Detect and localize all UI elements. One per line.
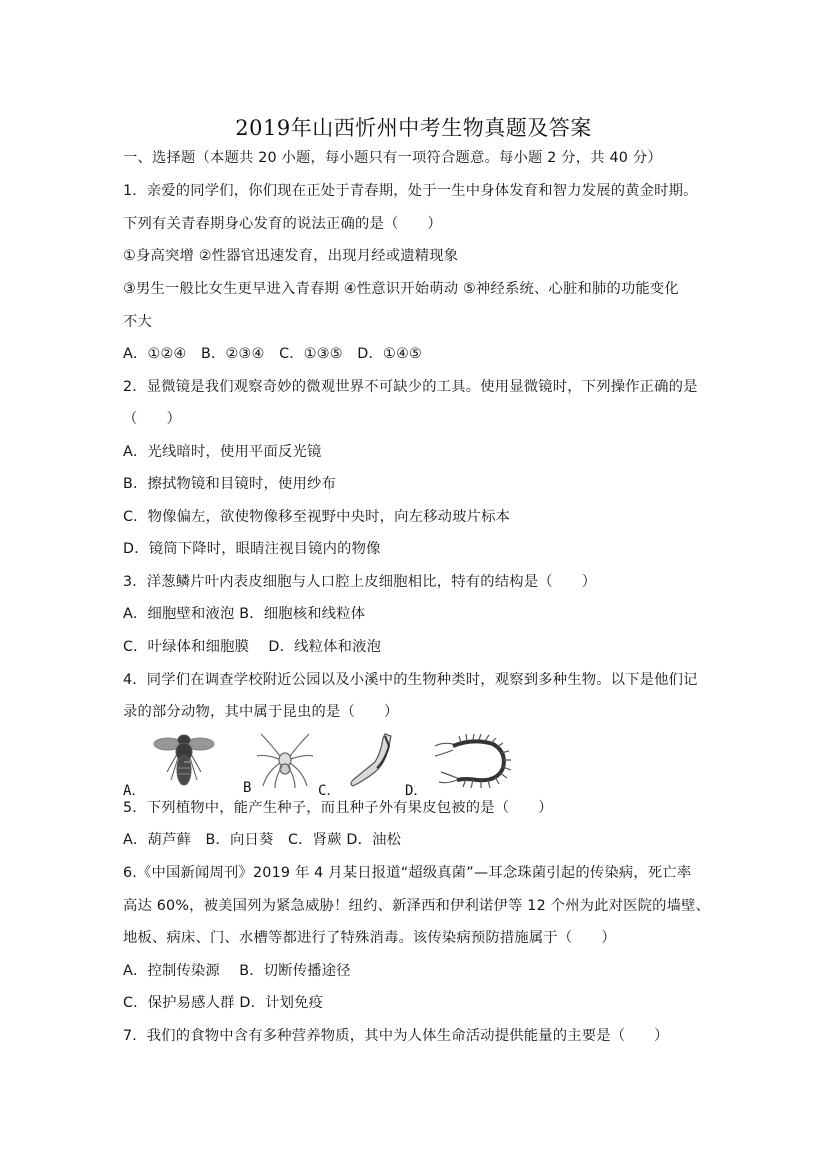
question-1-line-4: ③男生一般比女生更早进入青春期 ④性意识开始萌动 ⑤神经系统、心脏和肺的功能变化: [123, 281, 679, 297]
question-3-options-cd: C．叶绿体和细胞膜 D．线粒体和液泡: [123, 639, 382, 655]
question-2-option-a: A．光线暗时，使用平面反光镜: [123, 444, 322, 460]
question-1-line-2: 下列有关青春期身心发育的说法正确的是（ ）: [123, 216, 442, 232]
option-d-label: D．: [405, 783, 428, 799]
question-7-line-1: 7．我们的食物中含有多种营养物质，其中为人体生命活动提供能量的主要是（ ）: [123, 1028, 669, 1044]
section-header: 一、选择题（本题共 20 小题，每小题只有一项符合题意。每小题 2 分，共 40 分）: [123, 150, 662, 166]
question-4-image-options: [123, 730, 723, 798]
question-4-line-1: 4．同学们在调查学校附近公园以及小溪中的生物种类时，观察到多种生物。以下是他们记: [123, 672, 698, 688]
question-6-line-2: 高达 60%，被美国列为紧急威胁！纽约、新泽西和伊利诺伊等 12 个州为此对医院的墙壁、: [123, 898, 711, 914]
question-5-options: A．葫芦藓 B．向日葵 C．肾蕨 D．油松: [123, 832, 402, 848]
question-2-line-2: （ ）: [123, 411, 181, 427]
question-3-line-1: 3．洋葱鳞片叶内表皮细胞与人口腔上皮细胞相比，特有的结构是（ ）: [123, 574, 597, 590]
question-1-line-1: 1．亲爱的同学们，你们现在正处于青春期，处于一生中身体发育和智力发展的黄金时期。: [123, 183, 698, 199]
question-2-line-1: 2．显微镜是我们观察奇妙的微观世界不可缺少的工具。使用显微镜时，下列操作正确的是: [123, 379, 698, 395]
bee-icon: [153, 732, 215, 788]
question-6-options-ab: A．控制传染源 B．切断传播途径: [123, 963, 351, 979]
option-c-label: C．: [318, 783, 341, 799]
spider-icon: [255, 732, 315, 788]
question-6-line-1: 6.《中国新闻周刊》2019 年 4 月某日报道“超级真菌”—耳念珠菌引起的传染病，死亡率: [123, 865, 692, 881]
question-2-option-c: C．物像偏左，欲使物像移至视野中央时，向左移动玻片标本: [123, 509, 511, 525]
question-1-line-5: 不大: [123, 314, 152, 330]
larva-icon: [345, 730, 401, 790]
page-title: 2019年山西忻州中考生物真题及答案: [235, 116, 592, 140]
question-6-options-cd: C．保护易感人群 D．计划免疫: [123, 995, 324, 1011]
question-5-line-1: 5．下列植物中，能产生种子，而且种子外有果皮包被的是（ ）: [123, 800, 553, 816]
question-2-option-b: B．擦拭物镜和目镜时，使用纱布: [123, 476, 336, 492]
question-3-options-ab: A．细胞壁和液泡 B．细胞核和线粒体: [123, 606, 366, 622]
option-a-label: A．: [123, 783, 146, 799]
question-4-line-2: 录的部分动物，其中属于昆虫的是（ ）: [123, 704, 399, 720]
question-2-option-d: D．镜筒下降时，眼睛注视目镜内的物像: [123, 541, 381, 557]
option-b-label: B: [243, 780, 252, 796]
question-6-line-3: 地板、病床、门、水槽等都进行了特殊消毒。该传染病预防措施属于（ ）: [123, 930, 616, 946]
question-1-options: A．①②④ B．②③④ C．①③⑤ D．①④⑤: [123, 346, 423, 362]
centipede-icon: [433, 734, 523, 790]
question-1-line-3: ①身高突增 ②性器官迅速发育，出现月经或遗精现象: [123, 248, 459, 264]
